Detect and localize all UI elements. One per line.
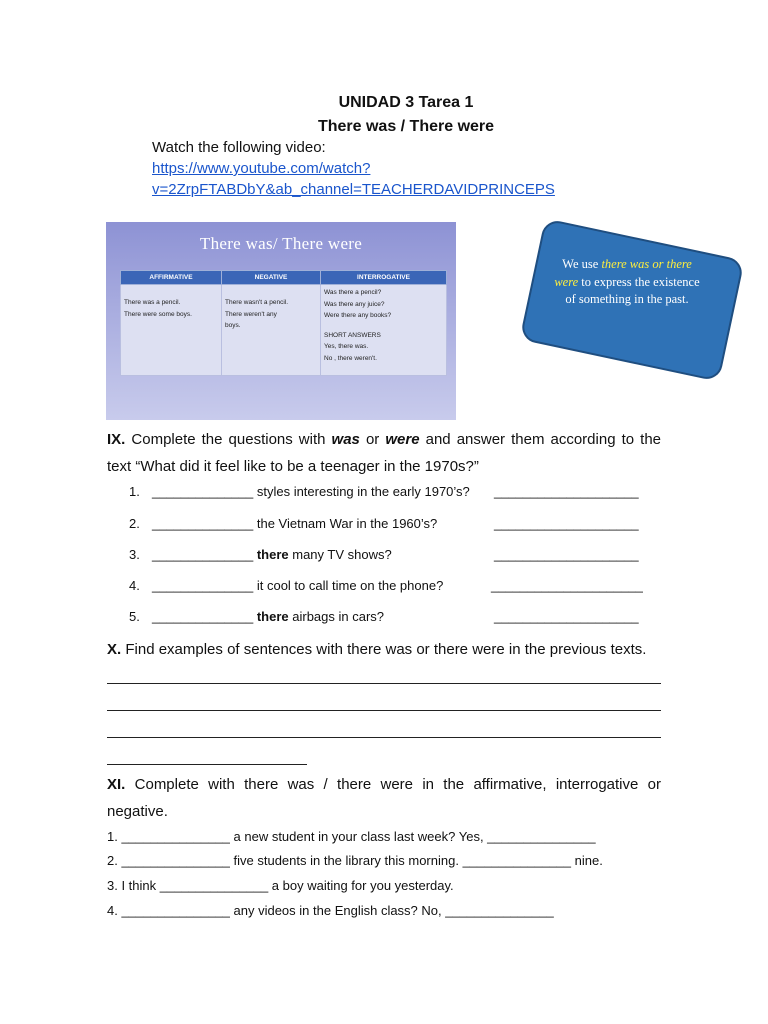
interrogative-line: Yes, there was. <box>324 343 369 350</box>
blank[interactable]: ______________ <box>152 516 254 531</box>
section-xi-instruction <box>107 771 661 825</box>
negative-line: boys. <box>225 322 241 329</box>
section-ix-instruction <box>107 426 661 480</box>
affirmative-line: There were some boys. <box>124 310 192 318</box>
negative-line: There weren't any <box>225 310 277 318</box>
section-xi-label: XI. <box>107 776 126 793</box>
interrogative-line: Were there any books? <box>324 312 392 319</box>
keyword-were: were <box>385 431 420 448</box>
affirmative-cell <box>121 285 222 376</box>
question-rest: airbags in cars? <box>288 609 385 624</box>
spacer <box>324 322 443 330</box>
answer-line[interactable] <box>107 764 307 765</box>
answer-blank[interactable]: _____________________ <box>491 578 643 593</box>
grammar-table <box>120 270 447 376</box>
question-text <box>152 578 443 593</box>
question-text <box>152 484 470 499</box>
slide-title: There was/ There were <box>199 234 363 253</box>
page-title: UNIDAD 3 Tarea 1 <box>338 94 474 111</box>
exercise-item[interactable]: 1. _______________ a new student in your class last week? Yes, _______________ <box>107 829 596 844</box>
blank[interactable]: ______________ <box>152 484 254 499</box>
question-number: 3. <box>129 547 140 562</box>
video-link-line1[interactable]: https://www.youtube.com/watch? <box>152 160 371 177</box>
header-negative: NEGATIVE <box>222 271 321 285</box>
interrogative-line: No , there weren't. <box>324 354 377 362</box>
keyword-was: was <box>331 431 360 448</box>
callout-highlight: were <box>554 274 579 289</box>
exercise-item[interactable]: 2. _______________ five students in the library this morning. _______________ nine. <box>107 853 603 868</box>
instruction-text: and answer them according to the text “What did it feel like to be a teenager in the 1970s?” <box>107 431 661 475</box>
question-number: 2. <box>129 516 140 531</box>
blank[interactable]: ______________ <box>152 609 254 624</box>
question-number: 1. <box>129 484 140 499</box>
interrogative-line: Was there any juice? <box>324 300 385 308</box>
callout-text <box>532 256 722 309</box>
answer-blank[interactable]: ____________________ <box>494 516 639 531</box>
answer-line[interactable] <box>107 737 661 738</box>
callout-highlight: there was or there <box>601 257 692 271</box>
negative-line: There wasn't a pencil. <box>225 299 289 306</box>
question-rest: the Vietnam War in the 1960’s? <box>253 516 438 531</box>
watch-instruction: Watch the following video: <box>152 139 326 156</box>
question-text <box>152 547 392 562</box>
question-text <box>152 516 437 531</box>
exercise-item[interactable]: 3. I think _______________ a boy waiting for you yesterday. <box>107 878 454 893</box>
negative-cell <box>222 285 321 376</box>
blank[interactable]: ______________ <box>152 578 254 593</box>
exercise-item[interactable]: 4. _______________ any videos in the English class? No, _______________ <box>107 903 554 918</box>
header-affirmative: AFFIRMATIVE <box>121 271 222 285</box>
interrogative-cell <box>321 285 447 376</box>
callout-post: of something in the past. <box>565 292 689 306</box>
callout-pre: We use <box>562 257 602 271</box>
blank[interactable]: ______________ <box>152 547 254 562</box>
section-x-label: X. <box>107 641 122 658</box>
callout-post: to express the existence <box>578 274 700 289</box>
question-rest: styles interesting in the early 1970’s? <box>253 484 470 499</box>
section-ix-label: IX. <box>107 431 126 448</box>
answer-line[interactable] <box>107 683 661 684</box>
answer-blank[interactable]: ____________________ <box>494 547 639 562</box>
section-x-instruction <box>107 636 661 663</box>
instruction-text: or <box>359 431 386 448</box>
header-interrogative: INTERROGATIVE <box>321 271 447 285</box>
question-rest: many TV shows? <box>288 547 392 562</box>
instruction-text: Complete with there was / there were in the affirmative, interrogative or negative. <box>107 776 661 820</box>
video-link-line2[interactable]: v=2ZrpFTABDbY&ab_channel=TEACHERDAVIDPRINCEPS <box>152 181 555 198</box>
bold-word: there <box>253 609 289 624</box>
question-text <box>152 609 384 624</box>
instruction-text: Complete the questions with <box>125 431 332 448</box>
question-rest: it cool to call time on the phone? <box>253 578 444 593</box>
interrogative-line: Was there a pencil? <box>324 289 382 296</box>
affirmative-line: There was a pencil. <box>124 299 181 306</box>
page-subtitle: There was / There were <box>317 118 495 135</box>
question-number: 5. <box>129 609 140 624</box>
question-number: 4. <box>129 578 140 593</box>
answer-line[interactable] <box>107 710 661 711</box>
bold-word: there <box>253 547 289 562</box>
instruction-text: Find examples of sentences with there was or there were in the previous texts. <box>121 641 647 658</box>
grammar-slide-image <box>106 222 456 420</box>
short-answers-label: SHORT ANSWERS <box>324 331 381 339</box>
answer-blank[interactable]: ____________________ <box>494 484 639 499</box>
answer-blank[interactable]: ____________________ <box>494 609 639 624</box>
